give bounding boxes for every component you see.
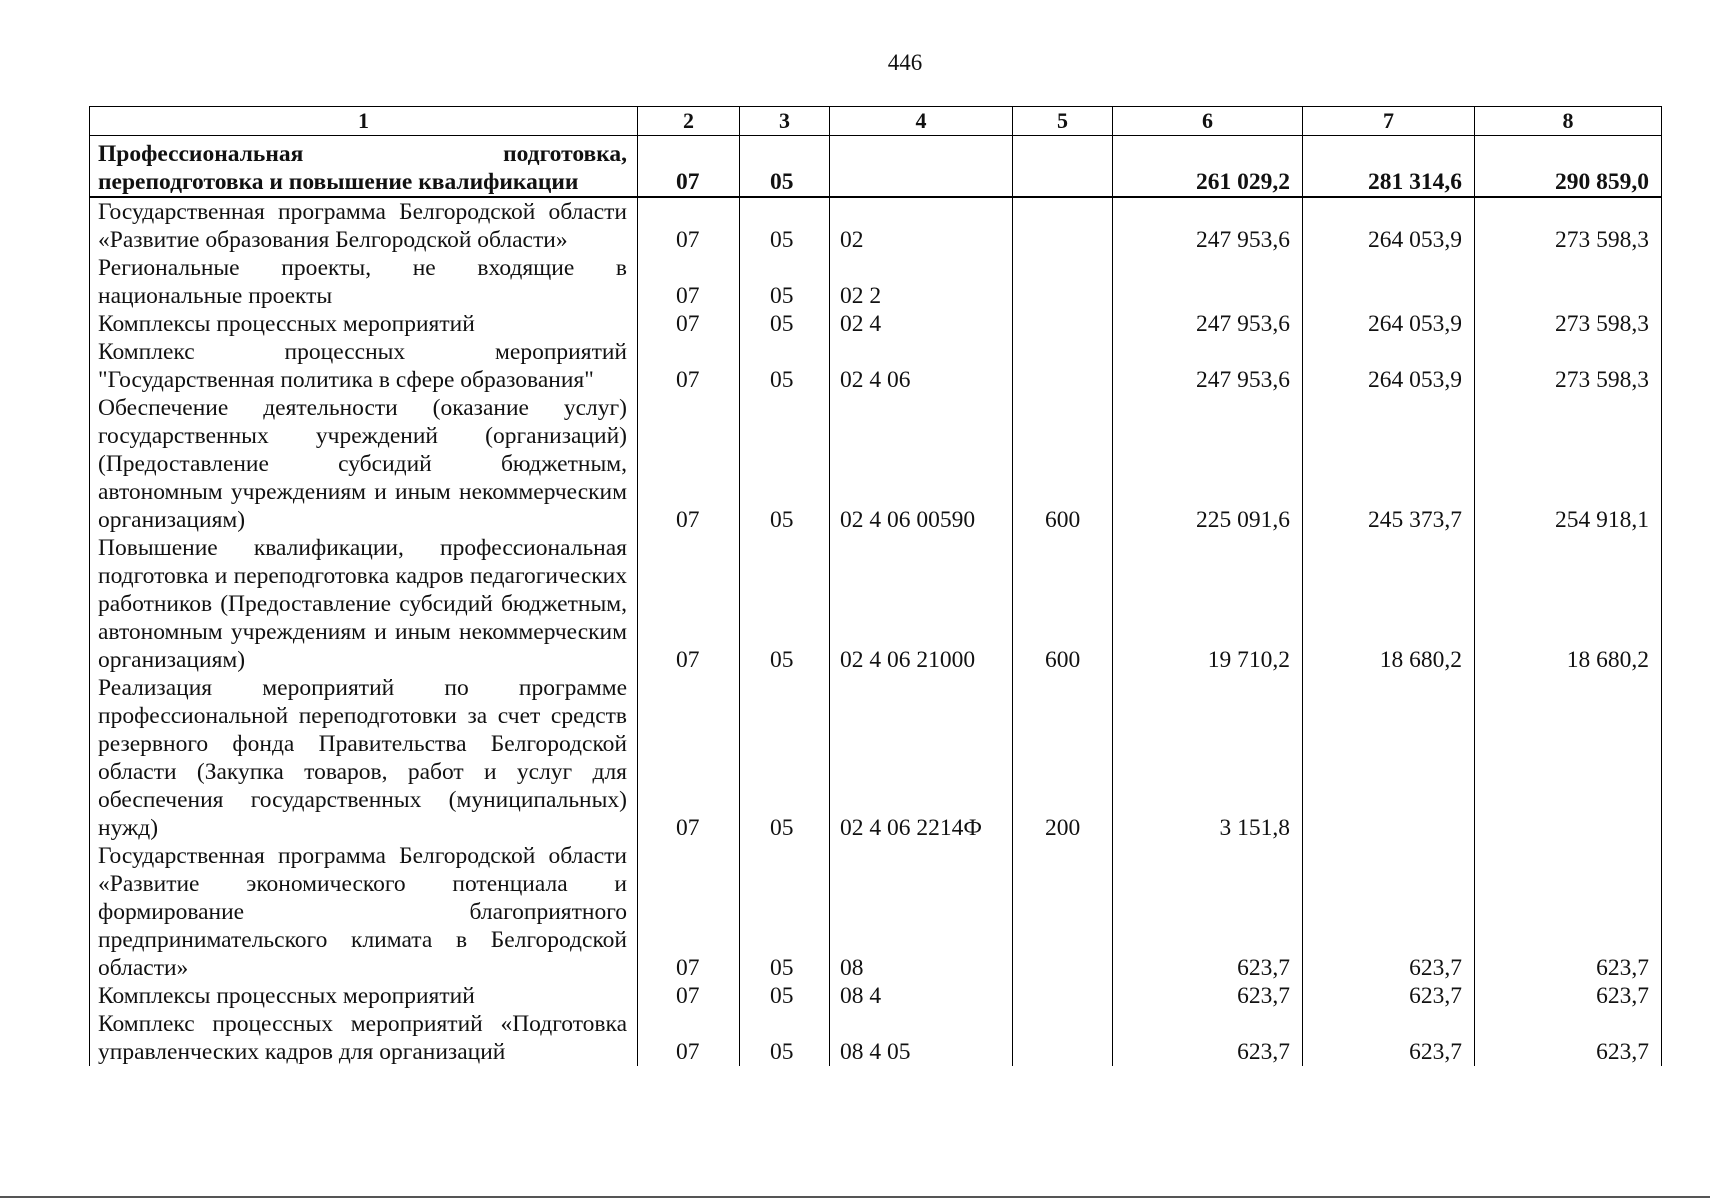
header-col-7: 7 — [1303, 107, 1475, 136]
row-subsection-code: 05 — [740, 338, 830, 394]
row-section-code: 07 — [638, 197, 740, 254]
row-amount-col7: 264 053,9 — [1303, 310, 1475, 338]
row-subsection-code: 05 — [740, 254, 830, 310]
row-target-article: 02 4 06 21000 — [830, 534, 1013, 674]
section-title-line-2: переподготовка и повышение квалификации — [98, 169, 579, 195]
table-row — [90, 394, 1662, 534]
row-amount-col6: 247 953,6 — [1113, 338, 1303, 394]
row-target-article: 08 — [830, 842, 1013, 982]
row-expense-type — [1013, 310, 1113, 338]
row-amount-col7: 264 053,9 — [1303, 197, 1475, 254]
row-subsection-code: 05 — [740, 982, 830, 1010]
row-subsection-code: 05 — [740, 136, 830, 198]
row-amount-col7: 264 053,9 — [1303, 338, 1475, 394]
header-col-3: 3 — [740, 107, 830, 136]
row-amount-col8: 273 598,3 — [1475, 310, 1662, 338]
row-amount-col7 — [1303, 674, 1475, 842]
row-section-code: 07 — [638, 136, 740, 198]
header-col-2: 2 — [638, 107, 740, 136]
row-amount-col7: 18 680,2 — [1303, 534, 1475, 674]
row-section-code: 07 — [638, 310, 740, 338]
row-amount-col7 — [1303, 254, 1475, 310]
table-row — [90, 254, 1662, 310]
row-expense-type: 600 — [1013, 394, 1113, 534]
header-col-4: 4 — [830, 107, 1013, 136]
row-amount-col6: 261 029,2 — [1113, 136, 1303, 198]
row-section-code: 07 — [638, 982, 740, 1010]
row-name: Обеспечение деятельности (оказание услуг) государственных учреждений (организаций) (Предоставление субсидий бюджетным, автономным учреждениям и иным некоммерческим организациям) — [90, 394, 638, 534]
row-target-article: 08 4 — [830, 982, 1013, 1010]
row-subsection-code: 05 — [740, 1010, 830, 1066]
row-target-article: 02 4 06 00590 — [830, 394, 1013, 534]
row-subsection-code: 05 — [740, 674, 830, 842]
row-amount-col6: 623,7 — [1113, 842, 1303, 982]
row-subsection-code: 05 — [740, 394, 830, 534]
row-amount-col6 — [1113, 254, 1303, 310]
row-subsection-code: 05 — [740, 534, 830, 674]
row-amount-col6: 247 953,6 — [1113, 310, 1303, 338]
header-row — [90, 107, 1662, 136]
row-expense-type — [1013, 1010, 1113, 1066]
row-amount-col7: 623,7 — [1303, 1010, 1475, 1066]
row-amount-col8: 290 859,0 — [1475, 136, 1662, 198]
header-col-6: 6 — [1113, 107, 1303, 136]
header-col-1: 1 — [90, 107, 638, 136]
table-row — [90, 674, 1662, 842]
row-subsection-code: 05 — [740, 842, 830, 982]
row-expense-type — [1013, 338, 1113, 394]
row-target-article: 02 2 — [830, 254, 1013, 310]
row-amount-col6: 19 710,2 — [1113, 534, 1303, 674]
row-target-article: 08 4 05 — [830, 1010, 1013, 1066]
row-name: Комплекс процессных мероприятий "Государственная политика в сфере образования" — [90, 338, 638, 394]
row-name: Государственная программа Белгородской области «Развитие образования Белгородской области» — [90, 197, 638, 254]
row-target-article: 02 4 06 — [830, 338, 1013, 394]
row-amount-col8: 273 598,3 — [1475, 197, 1662, 254]
row-amount-col8 — [1475, 254, 1662, 310]
row-name: Реализация мероприятий по программе профессиональной переподготовки за счет средств резервного фонда Правительства Белгородской области (Закупка товаров, работ и услуг для обеспечения государственных (муниципальных) нужд) — [90, 674, 638, 842]
row-section-code: 07 — [638, 1010, 740, 1066]
row-amount-col7: 623,7 — [1303, 982, 1475, 1010]
row-amount-col8: 273 598,3 — [1475, 338, 1662, 394]
row-amount-col7: 245 373,7 — [1303, 394, 1475, 534]
row-section-code: 07 — [638, 254, 740, 310]
row-name: Государственная программа Белгородской области «Развитие экономического потенциала и формирование благоприятного предпринимательского климата в Белгородской области» — [90, 842, 638, 982]
row-amount-col8: 254 918,1 — [1475, 394, 1662, 534]
scan-edge-rule — [0, 1196, 1710, 1198]
row-expense-type — [1013, 197, 1113, 254]
table-row — [90, 842, 1662, 982]
table-body — [90, 136, 1662, 1067]
row-name: Комплекс процессных мероприятий «Подготовка управленческих кадров для организаций — [90, 1010, 638, 1066]
row-expense-type — [1013, 254, 1113, 310]
table-row — [90, 197, 1662, 254]
row-name: Комплексы процессных мероприятий — [90, 982, 638, 1010]
table-row — [90, 338, 1662, 394]
row-name: Повышение квалификации, профессиональная подготовка и переподготовка кадров педагогических работников (Предоставление субсидий бюджетным, автономным учреждениям и иным некоммерческим организациям) — [90, 534, 638, 674]
row-amount-col7: 623,7 — [1303, 842, 1475, 982]
table-row-section — [90, 136, 1662, 198]
row-target-article: 02 — [830, 197, 1013, 254]
page-number: 446 — [887, 50, 923, 75]
row-amount-col6: 247 953,6 — [1113, 197, 1303, 254]
row-section-code: 07 — [638, 534, 740, 674]
table-row — [90, 1010, 1662, 1066]
table-row — [90, 982, 1662, 1010]
row-amount-col7: 281 314,6 — [1303, 136, 1475, 198]
row-name: Комплексы процессных мероприятий — [90, 310, 638, 338]
budget-table — [89, 106, 1662, 1066]
row-amount-col8: 623,7 — [1475, 842, 1662, 982]
row-expense-type — [1013, 136, 1113, 198]
section-title-line-1: Профессиональная подготовка, — [98, 141, 627, 167]
header-col-8: 8 — [1475, 107, 1662, 136]
row-amount-col6: 623,7 — [1113, 982, 1303, 1010]
row-amount-col8: 623,7 — [1475, 1010, 1662, 1066]
row-section-code: 07 — [638, 338, 740, 394]
row-expense-type: 200 — [1013, 674, 1113, 842]
table-header — [90, 107, 1662, 136]
row-target-article: 02 4 — [830, 310, 1013, 338]
row-amount-col6: 623,7 — [1113, 1010, 1303, 1066]
row-subsection-code: 05 — [740, 197, 830, 254]
table-row — [90, 534, 1662, 674]
row-target-article — [830, 136, 1013, 198]
row-section-code: 07 — [638, 842, 740, 982]
row-expense-type — [1013, 982, 1113, 1010]
row-target-article: 02 4 06 2214Ф — [830, 674, 1013, 842]
row-amount-col8: 623,7 — [1475, 982, 1662, 1010]
row-amount-col8 — [1475, 674, 1662, 842]
row-section-code: 07 — [638, 394, 740, 534]
table-row — [90, 310, 1662, 338]
row-subsection-code: 05 — [740, 310, 830, 338]
row-amount-col6: 3 151,8 — [1113, 674, 1303, 842]
row-amount-col8: 18 680,2 — [1475, 534, 1662, 674]
header-col-5: 5 — [1013, 107, 1113, 136]
row-name — [90, 136, 638, 198]
row-name: Региональные проекты, не входящие в национальные проекты — [90, 254, 638, 310]
row-expense-type: 600 — [1013, 534, 1113, 674]
row-amount-col6: 225 091,6 — [1113, 394, 1303, 534]
row-expense-type — [1013, 842, 1113, 982]
row-section-code: 07 — [638, 674, 740, 842]
